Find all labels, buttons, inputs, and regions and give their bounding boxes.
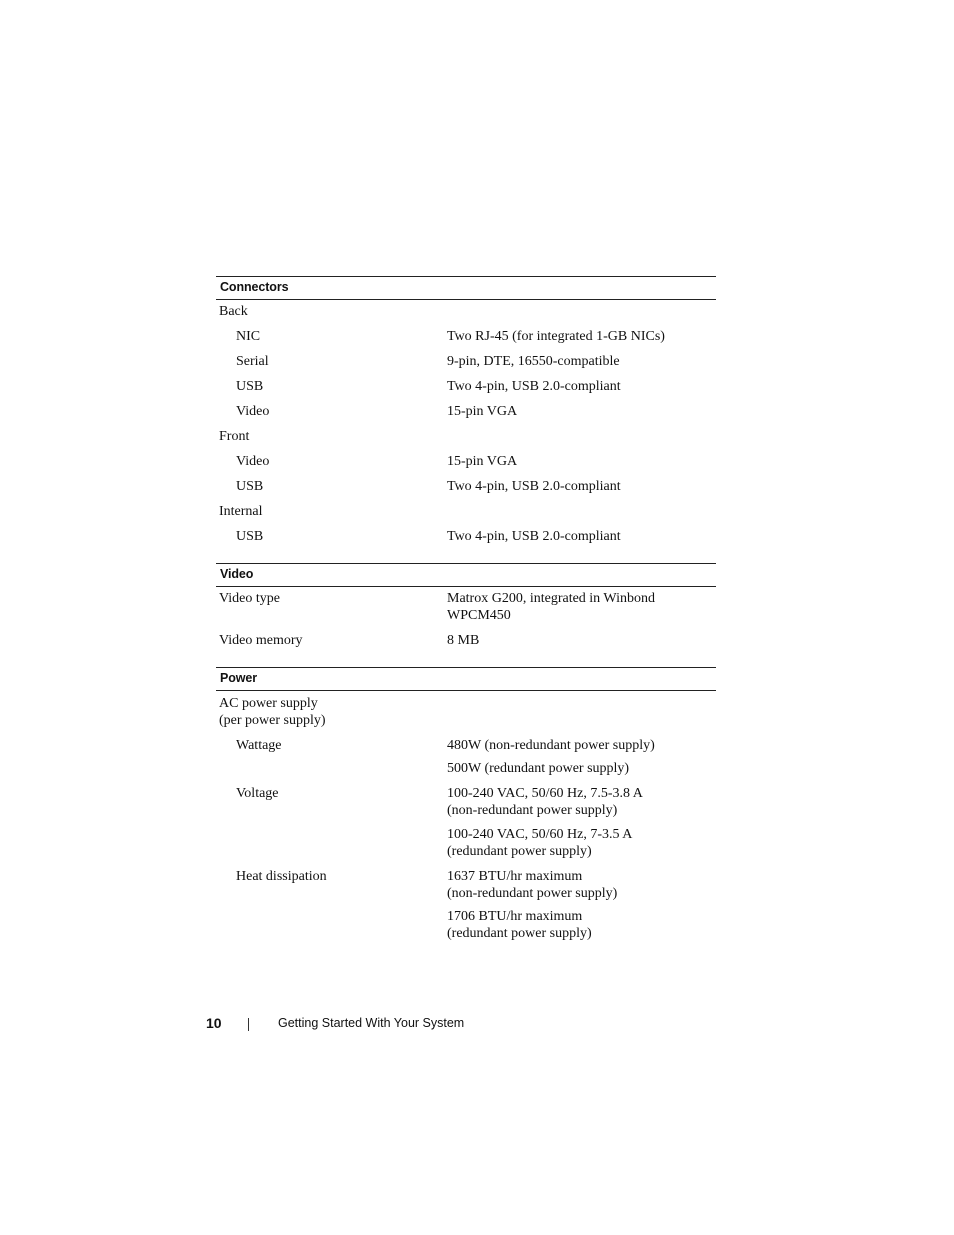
back-group-label: Back [219,304,248,319]
spec-value: 480W (non-redundant power supply) [447,738,655,753]
spec-label: Video [236,454,270,469]
spec-value: 100-240 VAC, 50/60 Hz, 7.5-3.8 A [447,786,643,801]
spec-label: Video type [219,591,280,606]
spec-label: (per power supply) [219,713,326,728]
spec-value: 15-pin VGA [447,404,518,419]
front-group-label: Front [219,429,250,444]
spec-value: Matrox G200, integrated in Winbond [447,591,655,606]
spec-label: NIC [236,329,261,344]
spec-label: Voltage [236,786,279,801]
spec-label: Serial [236,354,269,369]
power-title: Power [220,671,258,685]
spec-value: 100-240 VAC, 50/60 Hz, 7-3.5 A [447,827,633,842]
footer-divider [248,1018,249,1031]
spec-value: Two 4-pin, USB 2.0-compliant [447,529,621,544]
spec-label: USB [236,479,264,494]
video-title: Video [220,567,254,581]
page-number: 10 [206,1015,222,1031]
spec-value: Two RJ-45 (for integrated 1-GB NICs) [447,329,665,344]
power-header [216,667,716,691]
connectors-header [216,276,716,300]
spec-label: USB [236,379,264,394]
spec-value: Two 4-pin, USB 2.0-compliant [447,379,621,394]
spec-value: 9-pin, DTE, 16550-compatible [447,354,620,369]
connectors-title: Connectors [220,280,289,294]
footer-title: Getting Started With Your System [278,1016,465,1030]
spec-value: (non-redundant power supply) [447,803,618,818]
video-header [216,563,716,587]
spec-value: 1637 BTU/hr maximum [447,869,583,884]
spec-value: 1706 BTU/hr maximum [447,909,583,924]
spec-label: Video [236,404,270,419]
spec-label: AC power supply [219,696,318,711]
spec-value: (redundant power supply) [447,926,592,941]
spec-label: Video memory [219,633,303,648]
spec-value: 15-pin VGA [447,454,518,469]
spec-label: Wattage [236,738,282,753]
spec-value: Two 4-pin, USB 2.0-compliant [447,479,621,494]
spec-label: USB [236,529,264,544]
spec-value: 500W (redundant power supply) [447,761,630,776]
spec-label: Heat dissipation [236,869,327,884]
spec-value: 8 MB [447,633,480,648]
spec-value: WPCM450 [447,608,511,623]
spec-value: (redundant power supply) [447,844,592,859]
spec-value: (non-redundant power supply) [447,886,618,901]
internal-group-label: Internal [219,504,263,519]
